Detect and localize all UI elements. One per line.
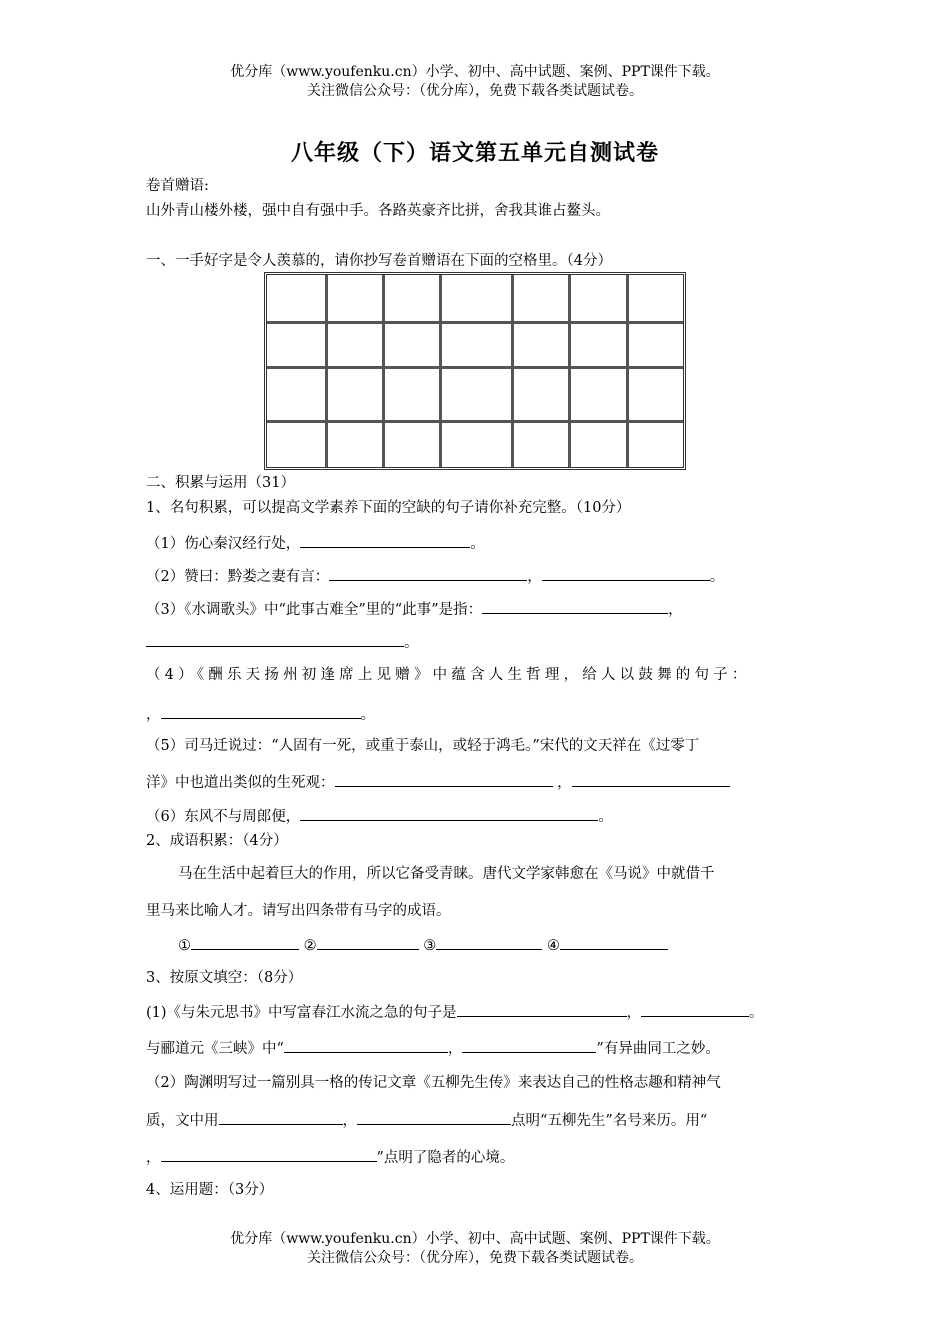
writing-grid[interactable] xyxy=(264,272,686,470)
blank[interactable] xyxy=(335,772,553,787)
q3-item-2-cont2: ， ”点明了隐者的心境。 xyxy=(146,1147,514,1168)
q2-heading: 2、成语积累：（4分） xyxy=(146,833,288,849)
page-title: 八年级（下）语文第五单元自测试卷 xyxy=(290,140,659,166)
q1-item-1: （1）伤心秦汉经行处， 。 xyxy=(146,533,485,554)
q1-item-4: （4）《酬乐天扬州初逢席上见赠》中蕴含人生哲理，给人以鼓舞的句子： xyxy=(146,667,751,683)
blank[interactable] xyxy=(572,772,730,787)
blank[interactable] xyxy=(641,1002,749,1017)
footer-line-1: 优分库（www.youfenku.cn）小学、初中、高中试题、案例、PPT课件下载。 xyxy=(230,1231,720,1247)
q3-item-1: (1)《与朱元思书》中写富春江水流之急的句子是 ， 。 xyxy=(146,1002,764,1023)
motto-text: 山外青山楼外楼，强中自有强中手。各路英豪齐比拼，舍我其谁占鳌头。 xyxy=(146,203,610,219)
section2-heading: 二、积累与运用（31） xyxy=(146,475,295,491)
q1-item-2: （2）赞曰：黔娄之妻有言： ， 。 xyxy=(146,566,724,587)
q2-idiom-blanks: ① ② ③ ④ xyxy=(178,935,668,956)
q3-heading: 3、按原文填空：（8分） xyxy=(146,970,303,986)
q1-item-3: （3）《水调歌头》中“此事古难全”里的“此事”是指： ， xyxy=(146,599,683,620)
q2-paragraph-1: 马在生活中起着巨大的作用，所以它备受青睐。唐代文学家韩愈在《马说》中就借千 xyxy=(178,866,715,882)
blank[interactable] xyxy=(357,1110,511,1125)
blank[interactable] xyxy=(219,1110,343,1125)
q1-item-6: （6）东风不与周郎便， 。 xyxy=(146,806,613,827)
q2-paragraph-2: 里马来比喻人才。请写出四条带有马字的成语。 xyxy=(146,903,451,919)
blank[interactable] xyxy=(300,533,470,548)
q1-item-3-cont: 。 xyxy=(146,632,419,653)
q3-item-1-cont: 与郦道元《三峡》中“ ， ”有异曲同工之妙。 xyxy=(146,1038,720,1059)
blank[interactable] xyxy=(161,704,361,719)
blank[interactable] xyxy=(482,599,668,614)
q3-item-2-cont: 质，文中用 ， 点明“五柳先生”名号来历。用“ xyxy=(146,1110,707,1131)
footer-line-2: 关注微信公众号：（优分库），免费下载各类试题试卷。 xyxy=(307,1250,643,1266)
blank[interactable] xyxy=(300,806,598,821)
section1-heading: 一、一手好字是令人羡慕的，请你抄写卷首赠语在下面的空格里。（4分） xyxy=(146,253,612,269)
q3-item-2: （2）陶渊明写过一篇别具一格的传记文章《五柳先生传》来表达自己的性格志趣和精神气 xyxy=(146,1075,721,1091)
header-line-1: 优分库（www.youfenku.cn）小学、初中、高中试题、案例、PPT课件下载。 xyxy=(230,64,720,80)
q1-item-5: （5）司马迁说过：“人固有一死，或重于泰山，或轻于鸿毛。”宋代的文天祥在《过零丁 xyxy=(146,738,700,754)
blank[interactable] xyxy=(146,632,404,647)
blank[interactable] xyxy=(457,1002,627,1017)
blank[interactable] xyxy=(161,1147,377,1162)
q1-item-4-cont: ， 。 xyxy=(146,704,375,725)
blank[interactable] xyxy=(560,935,668,950)
blank[interactable] xyxy=(284,1038,448,1053)
blank[interactable] xyxy=(462,1038,596,1053)
blank[interactable] xyxy=(191,935,299,950)
header-line-2: 关注微信公众号：（优分库），免费下载各类试题试卷。 xyxy=(307,83,643,99)
motto-label: 卷首赠语: xyxy=(146,178,209,194)
blank[interactable] xyxy=(436,935,542,950)
blank[interactable] xyxy=(317,935,419,950)
blank[interactable] xyxy=(329,566,527,581)
q4-heading: 4、运用题：（3分） xyxy=(146,1182,274,1198)
blank[interactable] xyxy=(542,566,710,581)
q1-heading: 1、名句积累，可以提高文学素养下面的空缺的句子请你补充完整。（10分） xyxy=(146,500,631,516)
q1-item-5-cont: 洋》中也道出类似的生死观： ， xyxy=(146,772,730,793)
